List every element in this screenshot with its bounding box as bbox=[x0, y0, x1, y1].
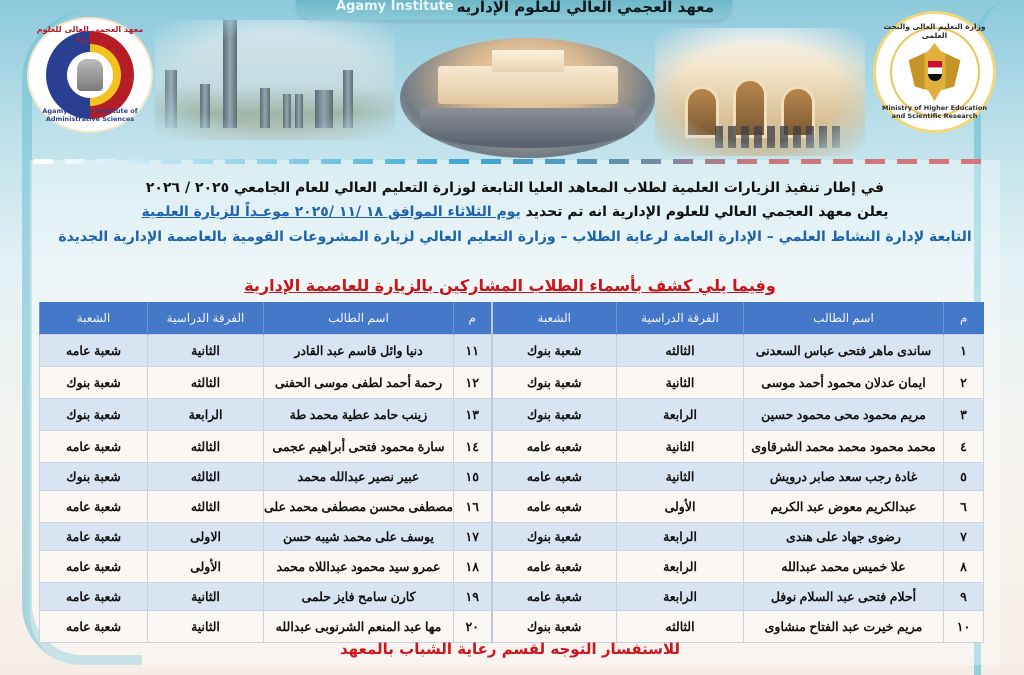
table-row bbox=[40, 582, 984, 610]
table-row bbox=[40, 366, 984, 398]
cell-name: مصطفى محسن مصطفى محمد على bbox=[264, 490, 454, 522]
cell-name: ساندى ماهر فتحى عباس السعدنى bbox=[744, 334, 944, 366]
cell-year: الثالثه bbox=[148, 366, 264, 398]
cell-num: ٢٠ bbox=[454, 610, 492, 642]
cell-name: عمرو سيد محمود عبداللاه محمد bbox=[264, 550, 454, 582]
cell-year: الثالثه bbox=[148, 490, 264, 522]
table-row bbox=[40, 430, 984, 462]
cell-num: ١٨ bbox=[454, 550, 492, 582]
cell-num: ٥ bbox=[944, 462, 984, 490]
cell-year: الاولى bbox=[148, 522, 264, 550]
cell-name: رحمة أحمد لطفى موسى الحفنى bbox=[264, 366, 454, 398]
cell-division: شعبه عامه bbox=[492, 490, 617, 522]
institute-emblem-icon bbox=[46, 31, 134, 119]
students-table bbox=[39, 302, 984, 643]
header-year: الفرقة الدراسية bbox=[617, 302, 744, 334]
inquiry-note: للاستفسار التوجه لقسم رعاية الشباب بالمعهد bbox=[339, 640, 681, 658]
cell-year: الثانية bbox=[148, 610, 264, 642]
cell-name: يوسف على محمد شيبه حسن bbox=[264, 522, 454, 550]
cell-name: زينب حامد عطية محمد طة bbox=[264, 398, 454, 430]
cell-name: مريم خيرت عبد الفتاح منشاوى bbox=[744, 610, 944, 642]
announcement-line-3: التابعة لإدارة النشاط العلمي – الإدارة العامة لرعاية الطلاب – وزارة التعليم العالي لزيارة المشروعات القومية بالعاصمة الإدارية الجديدة bbox=[58, 229, 972, 245]
table-row bbox=[40, 398, 984, 430]
cell-num: ١٠ bbox=[944, 610, 984, 642]
cell-name: كارن سامح فايز حلمى bbox=[264, 582, 454, 610]
cell-division: شعبة بنوك bbox=[492, 522, 617, 550]
cell-division: شعبة بنوك bbox=[492, 334, 617, 366]
header-division: الشعبة bbox=[40, 302, 148, 334]
ministry-logo-arabic: وزارة التعليم العالى والبحث العلمى bbox=[883, 22, 986, 40]
cell-year: الرابعة bbox=[617, 550, 744, 582]
scribe-statue-icon bbox=[77, 59, 103, 91]
cell-year: الأولى bbox=[148, 550, 264, 582]
cell-division: شعبة بنوك bbox=[492, 398, 617, 430]
cell-num: ١٦ bbox=[454, 490, 492, 522]
header-year: الفرقة الدراسية bbox=[148, 302, 264, 334]
cell-num: ١ bbox=[944, 334, 984, 366]
cell-division: شعبة عامه bbox=[492, 582, 617, 610]
cell-num: ٦ bbox=[944, 490, 984, 522]
eagle-emblem-icon bbox=[909, 43, 961, 101]
cell-division: شعبة عامة bbox=[40, 522, 148, 550]
cell-num: ١٢ bbox=[454, 366, 492, 398]
table-row bbox=[40, 610, 984, 642]
cell-division: شعبة عامه bbox=[40, 582, 148, 610]
header-name: اسم الطالب bbox=[744, 302, 944, 334]
cell-num: ٣ bbox=[944, 398, 984, 430]
announcement-line-2 bbox=[20, 204, 1010, 220]
ministry-logo-english: Ministry of Higher Education and Scientific Research bbox=[881, 104, 987, 120]
cell-name: سارة محمود فتحى أبراهيم عجمى bbox=[264, 430, 454, 462]
banner-arabic-title: معهد العجمي العالي للعلوم الإداريه bbox=[456, 0, 714, 16]
cell-year: الثانية bbox=[148, 582, 264, 610]
cell-num: ٧ bbox=[944, 522, 984, 550]
cell-year: الرابعة bbox=[617, 398, 744, 430]
list-title: وفيما يلي كشف بأسماء الطلاب المشاركين بالزيارة للعاصمة الإدارية bbox=[244, 276, 776, 295]
cell-division: شعبة بنوك bbox=[492, 366, 617, 398]
cell-num: ٢ bbox=[944, 366, 984, 398]
cell-name: ايمان عدلان محمود أحمد موسى bbox=[744, 366, 944, 398]
cell-num: ١٧ bbox=[454, 522, 492, 550]
cell-year: الثانية bbox=[148, 334, 264, 366]
photo-cathedral bbox=[655, 28, 865, 156]
cell-year: الرابعة bbox=[148, 398, 264, 430]
table-row bbox=[40, 522, 984, 550]
photo-capital-towers bbox=[155, 20, 395, 140]
cell-year: الرابعة bbox=[617, 522, 744, 550]
cell-num: ١٥ bbox=[454, 462, 492, 490]
announcement-line-1: في إطار تنفيذ الزيارات العلمية لطلاب المعاهد العليا التابعة لوزارة التعليم العالي للعام الجامعي ٢٠٢٥ / ٢٠٢٦ bbox=[145, 180, 885, 196]
table-header-row bbox=[40, 302, 984, 334]
table-row bbox=[40, 462, 984, 490]
institute-logo-english: Agamy Higher Institute of Administrative Sciences bbox=[42, 107, 138, 123]
visit-date-highlight: يوم الثلاثاء الموافق ١٨ /١١ /٢٠٢٥ موعـداً للزيارة العلمية bbox=[141, 204, 521, 220]
cell-division: شعبة عامه bbox=[492, 550, 617, 582]
cell-year: الثالثه bbox=[148, 430, 264, 462]
cell-name: مريم محمود محى محمود حسين bbox=[744, 398, 944, 430]
cell-name: عبدالكريم معوض عبد الكريم bbox=[744, 490, 944, 522]
cell-num: ٩ bbox=[944, 582, 984, 610]
cell-division: شعبة بنوك bbox=[40, 398, 148, 430]
cell-name: غادة رجب سعد صابر درويش bbox=[744, 462, 944, 490]
cell-year: الثالثه bbox=[617, 334, 744, 366]
table-row bbox=[40, 550, 984, 582]
header-num: م bbox=[944, 302, 984, 334]
cell-year: الأولى bbox=[617, 490, 744, 522]
cell-division: شعبة عامه bbox=[40, 490, 148, 522]
cell-year: الثالثه bbox=[617, 610, 744, 642]
flag-shield-icon bbox=[928, 61, 942, 81]
cell-name: مها عبد المنعم الشرنوبى عبدالله bbox=[264, 610, 454, 642]
cell-year: الثانية bbox=[617, 430, 744, 462]
cell-year: الثانية bbox=[617, 462, 744, 490]
cell-num: ١٤ bbox=[454, 430, 492, 462]
cell-year: الثالثه bbox=[148, 462, 264, 490]
cell-division: شعبة بنوك bbox=[492, 610, 617, 642]
cell-name: أحلام فتحى عبد السلام نوفل bbox=[744, 582, 944, 610]
cell-division: شعبة بنوك bbox=[40, 462, 148, 490]
cell-name: محمد محمود محمد محمد الشرقاوى bbox=[744, 430, 944, 462]
header-division: الشعبة bbox=[492, 302, 617, 334]
cell-num: ١٩ bbox=[454, 582, 492, 610]
cell-name: علا خميس محمد عبدالله bbox=[744, 550, 944, 582]
cell-division: شعبة عامه bbox=[40, 610, 148, 642]
photo-presidential-palace bbox=[400, 38, 655, 158]
cell-year: الرابعة bbox=[617, 582, 744, 610]
cell-year: الثانية bbox=[617, 366, 744, 398]
header-num: م bbox=[454, 302, 492, 334]
cell-division: شعبه عامه bbox=[492, 430, 617, 462]
cell-division: شعبة عامه bbox=[40, 430, 148, 462]
banner-english-title: Agamy Institute bbox=[336, 0, 454, 14]
header-banner bbox=[296, 0, 732, 20]
cell-name: دنيا وائل قاسم عبد القادر bbox=[264, 334, 454, 366]
announcement-line-2-prefix: يعلن معهد العجمي العالي للعلوم الإدارية انه تم تحديد bbox=[525, 204, 889, 220]
table-row bbox=[40, 334, 984, 366]
cell-name: رضوى جهاد على هندى bbox=[744, 522, 944, 550]
institute-logo bbox=[27, 17, 153, 133]
cell-num: ٤ bbox=[944, 430, 984, 462]
cell-division: شعبة عامه bbox=[40, 550, 148, 582]
institute-logo-arabic: معهد العجمى العالى للعلوم الإدارية bbox=[36, 25, 144, 43]
dashed-divider bbox=[33, 159, 993, 164]
table-row bbox=[40, 490, 984, 522]
cell-num: ١٣ bbox=[454, 398, 492, 430]
cell-division: شعبة بنوك bbox=[40, 366, 148, 398]
cell-num: ٨ bbox=[944, 550, 984, 582]
header-name: اسم الطالب bbox=[264, 302, 454, 334]
cell-num: ١١ bbox=[454, 334, 492, 366]
ministry-logo bbox=[873, 11, 996, 133]
cell-name: عبير نصير عبدالله محمد bbox=[264, 462, 454, 490]
cell-division: شعبه عامه bbox=[492, 462, 617, 490]
cell-division: شعبة عامه bbox=[40, 334, 148, 366]
